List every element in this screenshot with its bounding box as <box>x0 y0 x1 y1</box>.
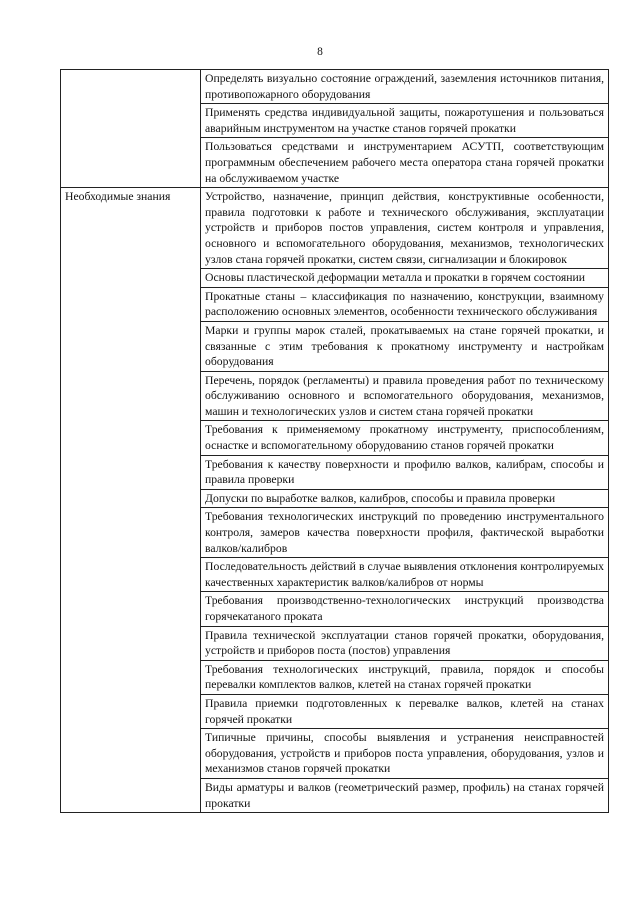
knowledge-item: Прокатные станы – классификация по назначению, конструкции, взаимному расположению основных элементов, особенности технического обслуживания <box>201 287 609 321</box>
knowledge-item: Правила технической эксплуатации станов горячей прокатки, оборудования, устройств и приборов поста (постов) управления <box>201 626 609 660</box>
knowledge-label-cell: Необходимые знания <box>61 188 201 813</box>
knowledge-item: Марки и группы марок сталей, прокатываемых на стане горячей прокатки, и связанные с этим требования к прокатному инструменту и настройкам оборудования <box>201 321 609 371</box>
table-row <box>61 70 609 104</box>
skill-item: Применять средства индивидуальной защиты, пожаротушения и пользоваться аварийным инструментом на участке станов горячей прокатки <box>201 104 609 138</box>
knowledge-item: Требования производственно-технологических инструкций производства горячекатаного проката <box>201 592 609 626</box>
knowledge-item: Последовательность действий в случае выявления отклонения контролируемых качественных характеристик валков/калибров от нормы <box>201 558 609 592</box>
knowledge-item: Требования к качеству поверхности и профилю валков, калибрам, способы и правила проверки <box>201 455 609 489</box>
skill-item: Пользоваться средствами и инструментарием АСУТП, соответствующим программным обеспечением рабочего места оператора стана горячей прокатки на обслуживаемом участке <box>201 138 609 188</box>
knowledge-item: Основы пластической деформации металла и прокатки в горячем состоянии <box>201 269 609 288</box>
table-row <box>61 188 609 269</box>
knowledge-item: Виды арматуры и валков (геометрический размер, профиль) на станах горячей прокатки <box>201 778 609 812</box>
knowledge-item: Перечень, порядок (регламенты) и правила проведения работ по техническому обслуживанию основного и вспомогательного оборудования, механизмов, машин и технологических узлов и систем стана горячей прокатки <box>201 371 609 421</box>
knowledge-item: Устройство, назначение, принцип действия, конструктивные особенности, правила подготовки к работе и технического обслуживания, эксплуатации устройств и приборов постов управления, систем контроля и управления, основного и вспомогательного оборудования, механизмов, технологических узлов стана горячей прокатки, систем связи, сигнализации и блокировок <box>201 188 609 269</box>
knowledge-item: Требования технологических инструкций, правила, порядок и способы перевалки комплектов валков, клетей на станах горячей прокатки <box>201 660 609 694</box>
knowledge-item: Правила приемки подготовленных к перевалке валков, клетей на станах горячей прокатки <box>201 694 609 728</box>
page-number: 8 <box>317 46 323 58</box>
knowledge-item: Допуски по выработке валков, калибров, способы и правила проверки <box>201 489 609 508</box>
skill-item: Определять визуально состояние ограждений, заземления источников питания, противопожарного оборудования <box>201 70 609 104</box>
knowledge-item: Требования технологических инструкций по проведению инструментального контроля, замеров качества поверхности профиля, фактической выработки валков/калибров <box>201 508 609 558</box>
skills-label-cell <box>61 70 201 188</box>
knowledge-item: Типичные причины, способы выявления и устранения неисправностей оборудования, устройств и приборов поста управления, оборудования, узлов и механизмов станов горячей прокатки <box>201 729 609 779</box>
qualification-table <box>60 69 609 813</box>
knowledge-item: Требования к применяемому прокатному инструменту, приспособлениям, оснастке и вспомогательному оборудованию станов горячей прокатки <box>201 421 609 455</box>
